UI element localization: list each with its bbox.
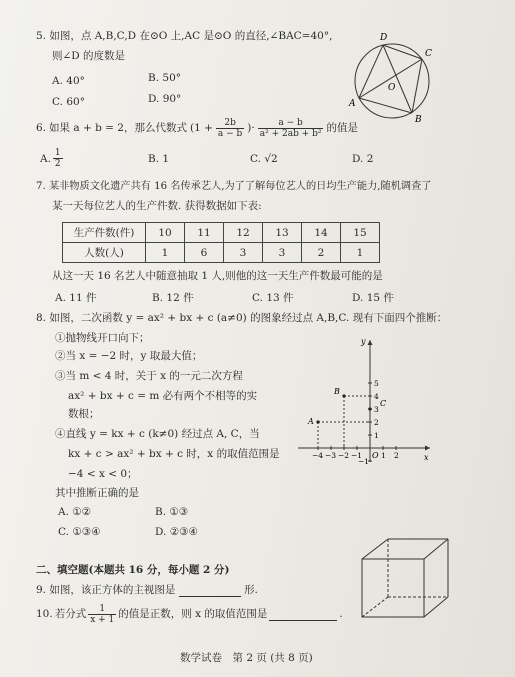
y-tick-label: 5 [374,379,379,388]
q5-option-d: D. 90° [148,93,182,105]
point-b-label: B [334,387,340,396]
q6-number: 6. [36,122,47,134]
point-a-label: A [308,417,314,426]
q8-statement-4a: ④直线 y = kx + c (k≠0) 经过点 A, C，当 [55,428,260,440]
q6-fraction-1: $\frac{2b}{a - b}$ [217,118,243,139]
q9-text: 如图，该正方体的主视图是 [49,584,176,596]
q8-statement-3a: ③当 m < 4 时，关于 x 的一元二次方程 [55,370,243,382]
point-c [368,407,371,410]
q6-option-a-fraction: $\frac{1}{2}$ [54,148,61,169]
q8-statement-1: ①抛物线开口向下； [55,332,150,344]
q8-option-b: B. ①③ [155,506,189,518]
q8-coordinate-graph [288,334,438,464]
q10-stem: 10. 若分式 $\frac{1}{x + 1}$ 的值是正数，则 x 的取值范围是 . [36,604,343,625]
q8-option-a: A. ①② [58,506,92,518]
label-a: A [349,99,356,109]
q6-expr-open: (1 + [189,122,213,134]
table-header-cell: 人数(人) [63,243,146,263]
q8-text: 如图，二次函数 y = ax² + bx + c (a≠0) 的图象经过点 A,B,C. 现有下面四个推断： [49,312,448,324]
table-header-cell: 生产件数(件) [63,223,146,243]
q9-stem [36,584,258,597]
q5-option-a: A. 40° [52,75,85,87]
table-cell: 11 [185,223,224,243]
q7-option-a: A. 11 件 [55,292,97,304]
table-cell: 2 [302,243,341,263]
q8-statement-3c: 数根； [68,408,100,420]
table-cell: 13 [263,223,302,243]
q5-option-b: B. 50° [148,72,182,84]
x-tick-label: 1 [381,451,386,460]
q6-text-after: 的值是 [326,122,358,134]
table-cell: 1 [341,243,380,263]
q8-number: 8. [36,312,47,324]
table-cell: 3 [263,243,302,263]
q5-text: 如图，点 A,B,C,D 在⊙O 上,AC 是⊙O 的直径,∠BAC=40°, [49,30,333,42]
point-c-label: C [380,399,387,408]
q8-statement-3b: ax² + bx + c = m 必有两个不相等的实 [68,390,258,402]
table-cell: 3 [224,243,263,263]
q10-fraction: $\frac{1}{x + 1}$ [90,604,115,625]
x-axis-label: x [424,453,429,462]
label-o: O [388,83,396,93]
q8-statement-2: ②当 x = −2 时，y 取最大值； [55,350,203,362]
q7-stem-3: 从这一天 16 名艺人中随意抽取 1 人,则他的这一天生产件数最可能的是 [52,270,383,282]
section-2-title: 二、填空题(本题共 16 分，每小题 2 分) [36,564,230,576]
y-tick-label: 1 [374,431,379,440]
table-cell: 10 [146,223,185,243]
q8-statement-4b: kx + c > ax² + bx + c 时，x 的取值范围是 [68,448,280,460]
table-row [63,223,380,243]
y-tick-label: −1 [358,457,370,464]
q8-stem [36,312,447,325]
label-c: C [425,49,432,59]
q5-number: 5. [36,30,47,42]
q7-stem-2: 某一天每位艺人的生产件数. 获得数据如下表: [52,200,262,212]
table-cell: 6 [185,243,224,263]
q7-number: 7. [36,181,46,192]
table-cell: 14 [302,223,341,243]
x-tick-label: −4 [312,451,324,460]
q9-text-after: 形. [244,584,258,596]
q7-option-d: D. 15 件 [352,292,394,304]
q7-data-table [62,222,380,263]
table-row [63,243,380,263]
label-d: D [380,33,388,43]
table-cell: 15 [341,223,380,243]
q10-text-after: 的值是正数，则 x 的取值范围是 [118,608,268,620]
y-tick-label: 3 [374,405,379,414]
q8-prompt: 其中推断正确的是 [55,487,139,499]
label-b: B [415,115,422,123]
q8-option-c: C. ①③④ [58,526,101,538]
q7-stem [36,180,431,193]
y-axis-label: y [361,337,366,346]
q10-answer-blank [269,609,337,621]
q6-option-b: B. 1 [148,153,170,165]
q6-option-d: D. 2 [352,153,374,165]
q6-option-c: C. √2 [250,153,278,165]
q5-stem [36,30,332,43]
q9-answer-blank [179,585,241,597]
q6-option-a: A. $\frac{1}{2}$ [40,148,61,169]
table-cell: 1 [146,243,185,263]
x-tick-label: −2 [338,451,350,460]
q9-number: 9. [36,584,47,596]
q10-text: 若分式 [54,608,87,620]
q5-circle-figure [340,28,440,123]
point-b [342,394,345,397]
y-tick-label: 4 [374,392,379,401]
q6-fraction-2: $\frac{a - b}{\text{a² + 2ab + b²}}$ [259,118,322,139]
q6-stem [36,118,358,139]
origin-label: O [372,451,379,460]
table-cell: 12 [224,223,263,243]
q7-option-b: B. 12 件 [152,292,194,304]
q5-option-c: C. 60° [52,96,85,108]
q6-expr-close: )· [247,122,255,134]
q7-text: 某非物质文化遗产共有 16 名传承艺人,为了了解每位艺人的日均生产能力,随机调查了 [48,181,432,192]
q9-cube-figure [348,533,452,621]
q6-text: 如果 a + b = 2，那么代数式 [49,122,187,134]
q8-option-d: D. ②③④ [155,526,198,538]
q8-statement-4c: −4 < x < 0； [68,468,138,480]
x-tick-label: −3 [325,451,337,460]
page-footer: 数学试卷 第 2 页 (共 8 页) [180,652,313,664]
y-tick-label: 2 [374,418,379,427]
x-tick-label: −1 [351,451,363,460]
x-tick-label: 2 [394,451,399,460]
q7-option-c: C. 13 件 [252,292,294,304]
q10-number: 10. [36,608,53,620]
q5-stem-2: 则∠D 的度数是 [52,50,126,62]
point-a [316,420,319,423]
